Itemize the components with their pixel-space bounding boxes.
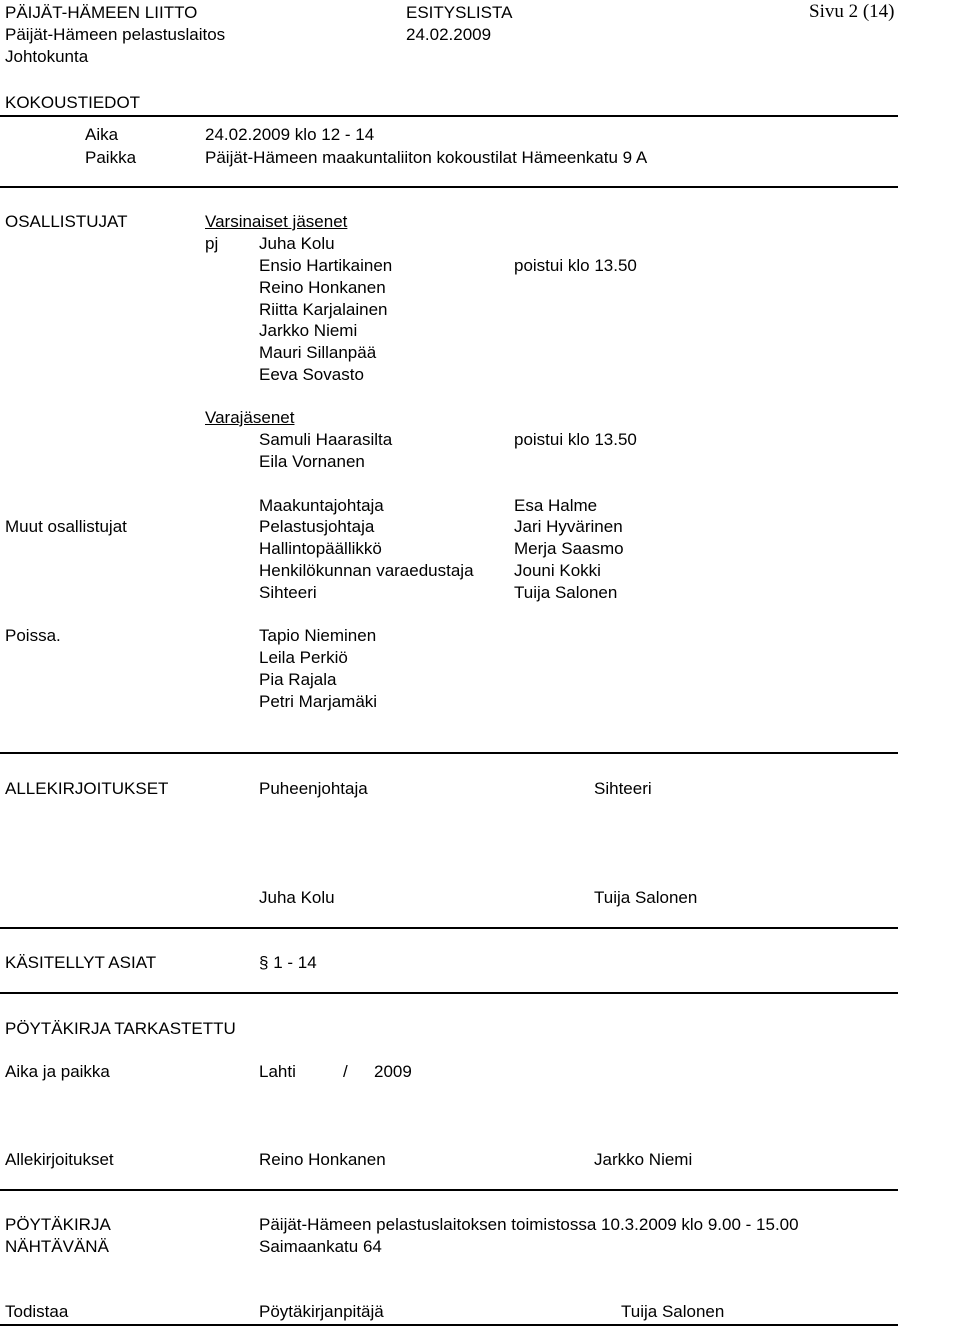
other-name: Tuija Salonen [514,583,618,602]
participants-heading: OSALLISTUJAT [5,212,128,231]
body-name: Johtokunta [5,47,89,66]
divider [0,927,898,929]
document-type: ESITYSLISTA [406,3,513,22]
review-place-label: Aika ja paikka [5,1062,110,1081]
signatures-heading: ALLEKIRJOITUKSET [5,779,169,798]
deputy-departure-note: poistui klo 13.50 [514,430,637,449]
absent-name: Tapio Nieminen [259,626,377,645]
chair-title: Puheenjohtaja [259,779,368,798]
items-value: § 1 - 14 [259,953,317,972]
display-address: Saimaankatu 64 [259,1237,382,1256]
time-label: Aika [85,125,119,144]
document-date: 24.02.2009 [406,25,492,44]
organization-name: PÄIJÄT-HÄMEEN LIITTO [5,3,198,22]
place-label: Paikka [85,148,137,167]
deputy-name: Samuli Haarasilta [259,430,393,449]
reviewer-name: Reino Honkanen [259,1150,386,1169]
secretary-title: Sihteeri [594,779,652,798]
reviewer-name: Jarkko Niemi [594,1150,693,1169]
display-heading: NÄHTÄVÄNÄ [5,1237,109,1256]
absent-name: Pia Rajala [259,670,337,689]
review-place: Lahti [259,1062,296,1081]
chair-name: Juha Kolu [259,888,335,907]
review-heading: PÖYTÄKIRJA TARKASTETTU [5,1019,236,1038]
other-name: Jouni Kokki [514,561,601,580]
other-role: Sihteeri [259,583,317,602]
divider [0,752,898,754]
divider [0,1324,898,1326]
place-value: Päijät-Hämeen maakuntaliiton kokoustilat Hämeenkatu 9 A [205,148,648,167]
other-name: Jari Hyvärinen [514,517,623,536]
display-heading: PÖYTÄKIRJA [5,1215,111,1234]
secretary-name: Tuija Salonen [594,888,698,907]
page-number: Sivu 2 (14) [809,1,895,22]
attest-role: Pöytäkirjanpitäjä [259,1302,384,1321]
display-location: Päijät-Hämeen pelastuslaitoksen toimistossa 10.3.2009 klo 9.00 - 15.00 [259,1215,799,1234]
items-heading: KÄSITELLYT ASIAT [5,953,157,972]
member-name: Eeva Sovasto [259,365,364,384]
member-name: Mauri Sillanpää [259,343,377,362]
chair-prefix: pj [205,234,219,253]
deputies-heading: Varajäsenet [205,408,295,427]
meeting-heading: KOKOUSTIEDOT [5,93,141,112]
others-heading: Muut osallistujat [5,517,127,536]
items-range: 1 - 14 [273,953,317,972]
other-role: Pelastusjohtaja [259,517,375,536]
members-heading: Varsinaiset jäsenet [205,212,348,231]
review-year: 2009 [374,1062,412,1081]
attest-name: Tuija Salonen [621,1302,725,1321]
review-date-separator: / [343,1062,348,1081]
member-name: Ensio Hartikainen [259,256,393,275]
other-role: Maakuntajohtaja [259,496,384,515]
time-value: 24.02.2009 klo 12 - 14 [205,125,375,144]
deputy-name: Eila Vornanen [259,452,365,471]
member-name: Juha Kolu [259,234,335,253]
other-name: Esa Halme [514,496,598,515]
member-name: Jarkko Niemi [259,321,358,340]
divider [0,1189,898,1191]
member-departure-note: poistui klo 13.50 [514,256,637,275]
divider [0,115,898,117]
absent-name: Petri Marjamäki [259,692,378,711]
member-name: Reino Honkanen [259,278,386,297]
other-role: Henkilökunnan varaedustaja [259,561,474,580]
member-name: Riitta Karjalainen [259,300,388,319]
review-sign-label: Allekirjoitukset [5,1150,114,1169]
other-name: Merja Saasmo [514,539,624,558]
unit-name: Päijät-Hämeen pelastuslaitos [5,25,226,44]
absent-name: Leila Perkiö [259,648,348,667]
divider [0,186,898,188]
other-role: Hallintopäällikkö [259,539,382,558]
absent-heading: Poissa. [5,626,61,645]
divider [0,992,898,994]
attest-label: Todistaa [5,1302,69,1321]
